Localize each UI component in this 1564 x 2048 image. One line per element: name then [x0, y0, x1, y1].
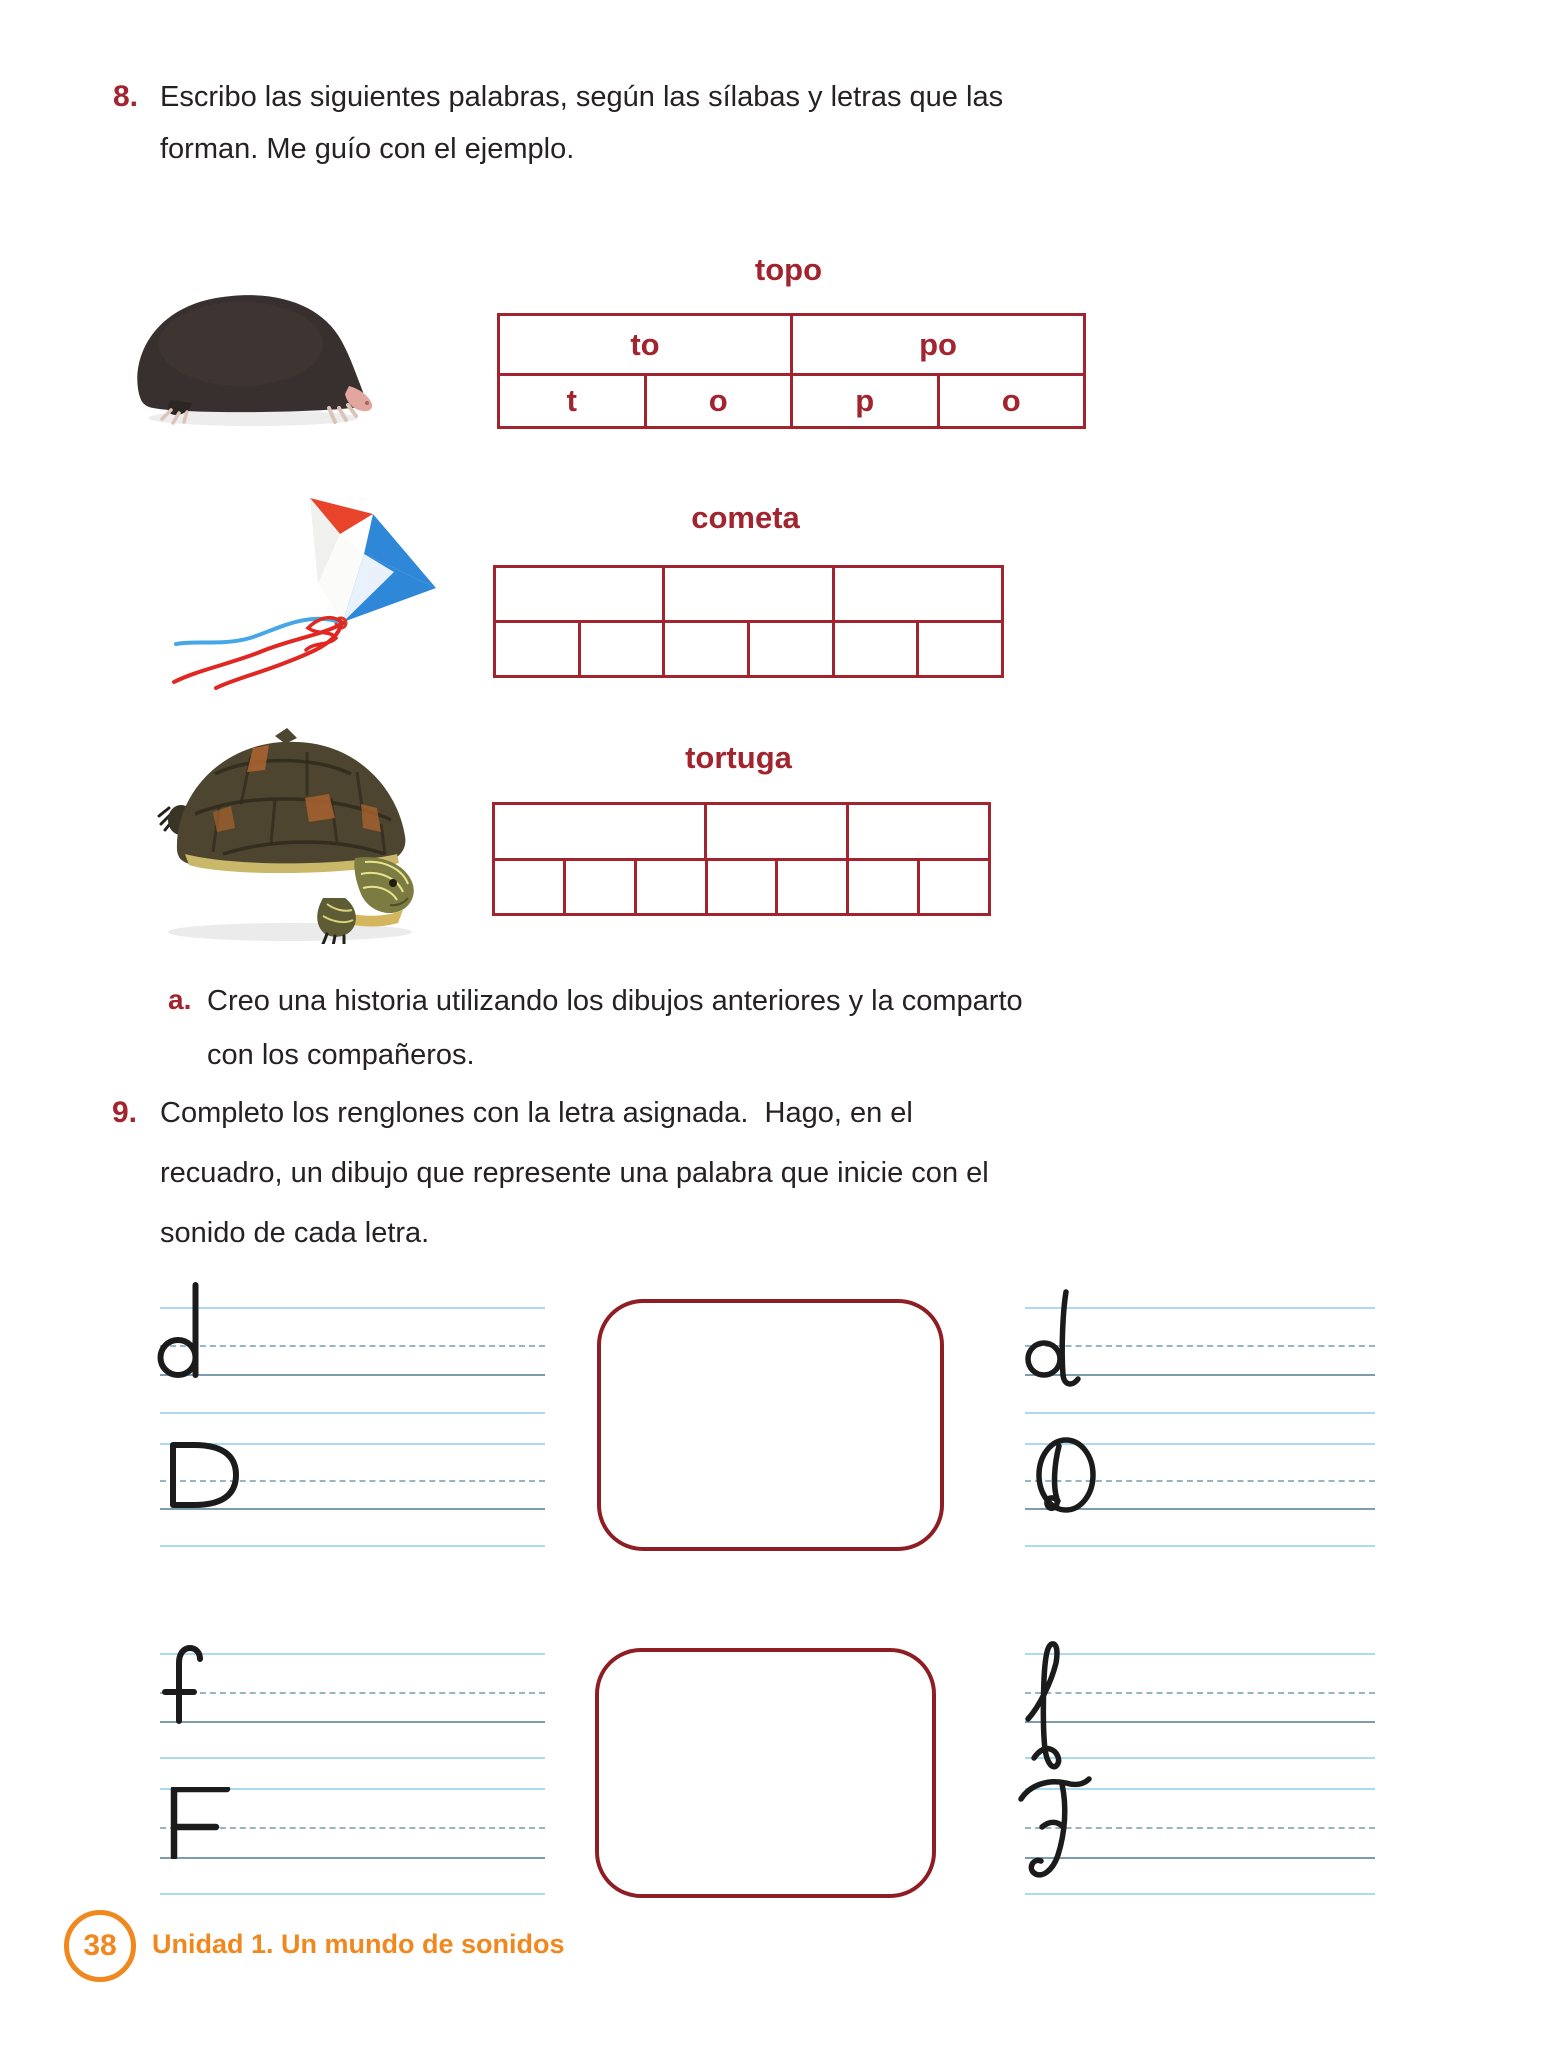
letter-cell-empty[interactable] [495, 861, 563, 913]
drawing-box-1[interactable] [597, 1299, 944, 1551]
syllable-cell: po [790, 316, 1083, 373]
letter-cell: p [790, 376, 937, 426]
cursive-lowercase-f-glyph [1024, 1637, 1080, 1777]
letter-cell-empty[interactable] [496, 623, 578, 675]
syllable-cell-empty[interactable] [662, 568, 831, 620]
item-a-line2: con los compañeros. [207, 1039, 475, 1071]
letter-cell-empty[interactable] [775, 861, 846, 913]
syllable-cell-empty[interactable] [832, 568, 1001, 620]
syllable-row [500, 316, 1083, 373]
page-number: 38 [83, 1929, 117, 1962]
letter-cell-empty[interactable] [846, 861, 917, 913]
letter-cell-empty[interactable] [662, 623, 747, 675]
syllable-cell-empty[interactable] [704, 805, 846, 858]
writing-lines-print-d[interactable] [160, 1307, 545, 1414]
print-lowercase-d-glyph [157, 1282, 209, 1378]
letter-cell: o [937, 376, 1084, 426]
letter-cell: o [644, 376, 791, 426]
syllable-cell: to [630, 326, 660, 362]
rule-top-line [160, 1653, 545, 1655]
syllable-table-topo [497, 313, 1086, 429]
item-a-marker: a. [168, 984, 192, 1015]
syllable-row [496, 568, 1001, 620]
mole-image [123, 282, 375, 440]
kite-image [158, 492, 438, 697]
letter-row [500, 373, 1083, 426]
rule-bottom-line [1025, 1893, 1375, 1895]
writing-lines-print-f[interactable] [160, 1653, 545, 1760]
exercise-8-instruction-line2: forman. Me guío con el ejemplo. [160, 133, 575, 165]
exercise-9-instruction-line3: sonido de cada letra. [160, 1217, 430, 1249]
cursive-uppercase-f-glyph [1016, 1773, 1108, 1885]
letter-cell-empty[interactable] [917, 861, 988, 913]
word-label-tortuga: tortuga [685, 740, 792, 775]
exercise-9-number: 9. [112, 1096, 138, 1129]
page-number-badge [64, 1910, 136, 1982]
cursive-uppercase-d-glyph [1028, 1437, 1102, 1549]
letter-cell-empty[interactable] [916, 623, 1001, 675]
exercise-9-instruction-line1: Completo los renglones con la letra asignada. Hago, en el [160, 1097, 913, 1129]
syllable-row [495, 805, 988, 858]
word-label-topo: topo [754, 252, 823, 287]
exercise-8-number: 8. [113, 80, 139, 113]
word-label-cometa: cometa [691, 500, 800, 535]
syllable-table-tortuga [492, 802, 991, 916]
rule-bottom-line [1025, 1412, 1375, 1414]
letter-cell: t [566, 383, 577, 418]
rule-bottom-line [160, 1412, 545, 1414]
rule-baseline [160, 1374, 545, 1376]
syllable-table-cometa [493, 565, 1004, 678]
letter-cell-empty[interactable] [563, 861, 634, 913]
rule-bottom-line [160, 1545, 545, 1547]
letter-cell-empty[interactable] [705, 861, 776, 913]
exercise-8-instruction-line1: Escribo las siguientes palabras, según las sílabas y letras que las [160, 81, 1004, 113]
syllable-cell-empty[interactable] [496, 568, 662, 620]
print-uppercase-d-glyph [164, 1442, 244, 1510]
item-a-line1: Creo una historia utilizando los dibujos anteriores y la comparto [207, 985, 1023, 1017]
letter-row [495, 858, 988, 913]
syllable-cell-empty[interactable] [846, 805, 988, 858]
rule-baseline [160, 1721, 545, 1723]
rule-bottom-line [160, 1757, 545, 1759]
rule-mid-dashed-line [160, 1345, 545, 1347]
unit-footer-label: Unidad 1. Un mundo de sonidos [152, 1929, 565, 1959]
letter-cell-empty[interactable] [578, 623, 663, 675]
letter-cell-empty[interactable] [634, 861, 705, 913]
cursive-lowercase-d-glyph [1020, 1286, 1090, 1388]
rule-top-line [160, 1307, 545, 1309]
print-lowercase-f-glyph [159, 1643, 209, 1725]
letter-cell-empty[interactable] [747, 623, 832, 675]
turtle-image [155, 712, 422, 944]
rule-mid-dashed-line [160, 1692, 545, 1694]
letter-row [496, 620, 1001, 675]
print-uppercase-f-glyph [161, 1787, 231, 1859]
drawing-box-2[interactable] [595, 1648, 936, 1898]
letter-cell-empty[interactable] [832, 623, 917, 675]
rule-bottom-line [160, 1893, 545, 1895]
exercise-9-instruction-line2: recuadro, un dibujo que represente una palabra que inicie con el [160, 1157, 989, 1189]
syllable-cell-empty[interactable] [495, 805, 704, 858]
